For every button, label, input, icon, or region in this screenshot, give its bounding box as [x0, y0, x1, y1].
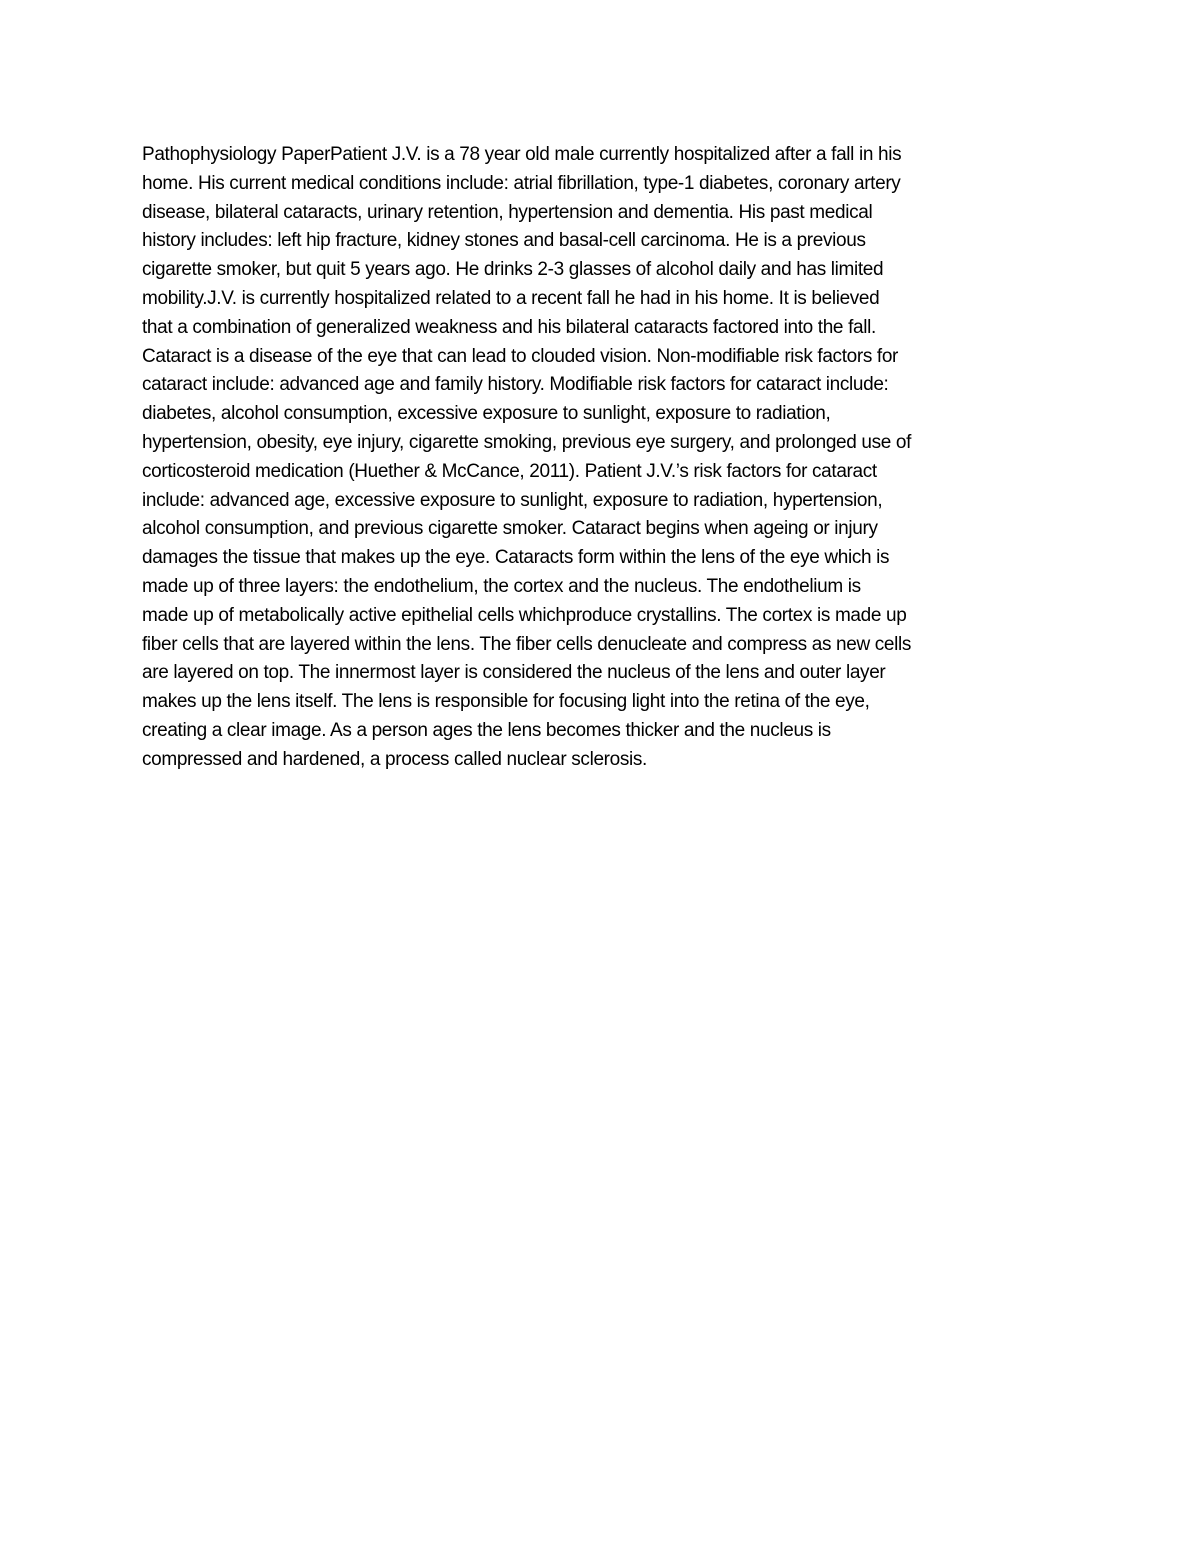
paragraph-line: compressed and hardened, a process called nuclear sclerosis. — [142, 748, 647, 770]
paragraph-line: creating a clear image. As a person ages the lens becomes thicker and the nucleus is — [142, 719, 831, 741]
paragraph-line: history includes: left hip fracture, kidney stones and basal-cell carcinoma. He is a previous — [142, 230, 866, 252]
body-paragraph — [142, 141, 1062, 775]
paragraph-line: are layered on top. The innermost layer is considered the nucleus of the lens and outer layer — [142, 662, 886, 684]
paragraph-line: mobility.J.V. is currently hospitalized related to a recent fall he had in his home. It is believed — [142, 287, 880, 309]
paragraph-line: diabetes, alcohol consumption, excessive exposure to sunlight, exposure to radiation, — [142, 403, 831, 425]
paragraph-line: alcohol consumption, and previous cigarette smoker. Cataract begins when ageing or injury — [142, 518, 878, 540]
paragraph-line: made up of three layers: the endothelium, the cortex and the nucleus. The endothelium is — [142, 575, 861, 597]
paragraph-line: corticosteroid medication (Huether & McCance, 2011). Patient J.V.’s risk factors for cataract — [142, 460, 877, 482]
paragraph-line: disease, bilateral cataracts, urinary retention, hypertension and dementia. His past medical — [142, 201, 873, 223]
paragraph-line: cigarette smoker, but quit 5 years ago. He drinks 2-3 glasses of alcohol daily and has limited — [142, 259, 884, 281]
paragraph-line: include: advanced age, excessive exposure to sunlight, exposure to radiation, hypertension, — [142, 489, 883, 511]
paragraph-line: makes up the lens itself. The lens is responsible for focusing light into the retina of the eye, — [142, 691, 870, 713]
paragraph-line: home. His current medical conditions include: atrial fibrillation, type-1 diabetes, coronary artery — [142, 172, 901, 194]
paragraph-line: Pathophysiology PaperPatient J.V. is a 78 year old male currently hospitalized after a fall in his — [142, 144, 902, 165]
paragraph-line: hypertension, obesity, eye injury, cigarette smoking, previous eye surgery, and prolonged use of — [142, 431, 912, 453]
paragraph-line: that a combination of generalized weakness and his bilateral cataracts factored into the fall. — [142, 316, 876, 338]
paragraph-line: cataract include: advanced age and family history. Modifiable risk factors for cataract include: — [142, 374, 889, 396]
paragraph-line: damages the tissue that makes up the eye. Cataracts form within the lens of the eye which is — [142, 547, 890, 569]
paragraph-line: made up of metabolically active epithelial cells whichproduce crystallins. The cortex is made up — [142, 604, 907, 626]
paragraph-line: fiber cells that are layered within the lens. The fiber cells denucleate and compress as new cells — [142, 633, 912, 655]
paragraph-line: Cataract is a disease of the eye that can lead to clouded vision. Non-modifiable risk factors for — [142, 345, 899, 367]
